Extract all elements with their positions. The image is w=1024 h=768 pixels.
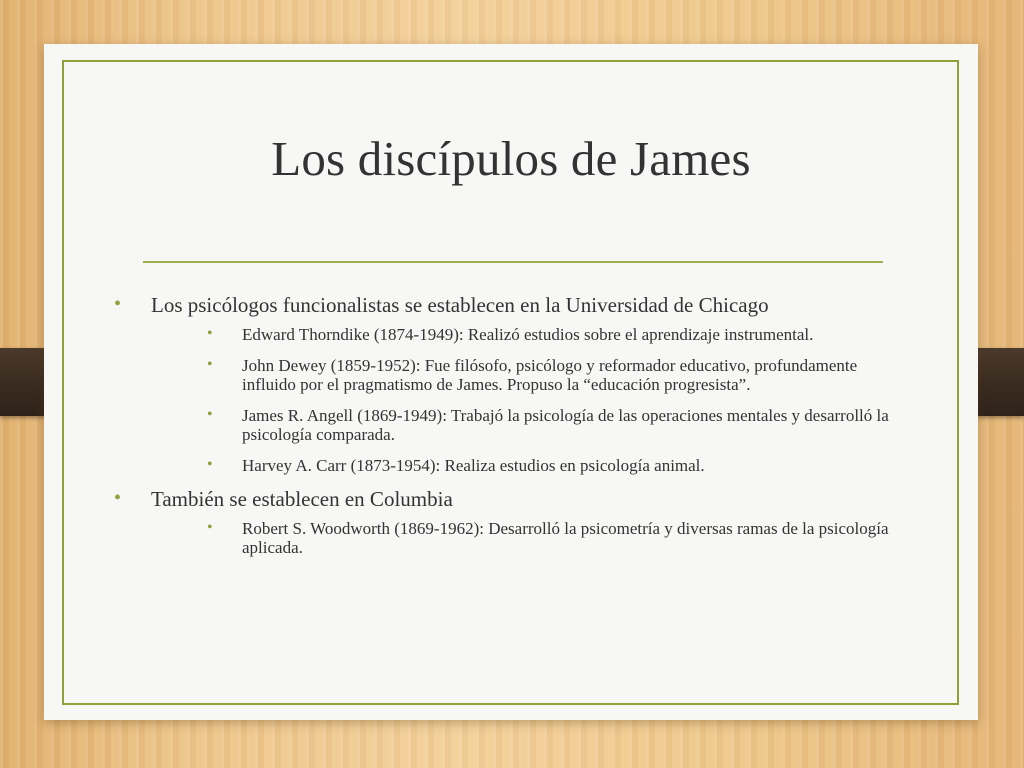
sub-bullet-item	[151, 519, 901, 557]
sub-bullet-text: Robert S. Woodworth (1869-1962): Desarrolló la psicometría y diversas ramas de la psicología aplicada.	[242, 519, 889, 557]
bullet-item	[111, 487, 901, 557]
sub-bullet-item	[151, 325, 901, 344]
sub-bullet-item	[151, 406, 901, 444]
slide-title: Los discípulos de James	[271, 131, 751, 186]
sub-bullet-item	[151, 456, 901, 475]
bullet-list	[111, 293, 901, 557]
sub-bullet-list	[151, 325, 901, 475]
bullet-icon: •	[114, 487, 122, 509]
sub-bullet-text: Harvey A. Carr (1873-1954): Realiza estudios en psicología animal.	[242, 456, 705, 475]
bullet-text: También se establecen en Columbia	[151, 487, 453, 511]
sub-bullet-icon: •	[207, 519, 213, 536]
bullet-text: Los psicólogos funcionalistas se establecen en la Universidad de Chicago	[151, 293, 769, 317]
sub-bullet-icon: •	[207, 456, 213, 473]
slide-content	[111, 293, 901, 569]
sub-bullet-item	[151, 356, 901, 394]
bullet-icon: •	[114, 293, 122, 315]
sub-bullet-text: Edward Thorndike (1874-1949): Realizó estudios sobre el aprendizaje instrumental.	[242, 325, 814, 344]
sub-bullet-text: James R. Angell (1869-1949): Trabajó la psicología de las operaciones mentales y desarrolló la psicología comparada.	[242, 406, 889, 444]
slide-card	[44, 44, 978, 720]
sub-bullet-icon: •	[207, 406, 213, 423]
sub-bullet-icon: •	[207, 325, 213, 342]
title-divider	[143, 261, 883, 263]
sub-bullet-icon: •	[207, 356, 213, 373]
sub-bullet-list	[151, 519, 901, 557]
sub-bullet-text: John Dewey (1859-1952): Fue filósofo, psicólogo y reformador educativo, profundamente influido por el pragmatismo de James. Propuso la “educación progresista”.	[242, 356, 858, 394]
bullet-item	[111, 293, 901, 475]
